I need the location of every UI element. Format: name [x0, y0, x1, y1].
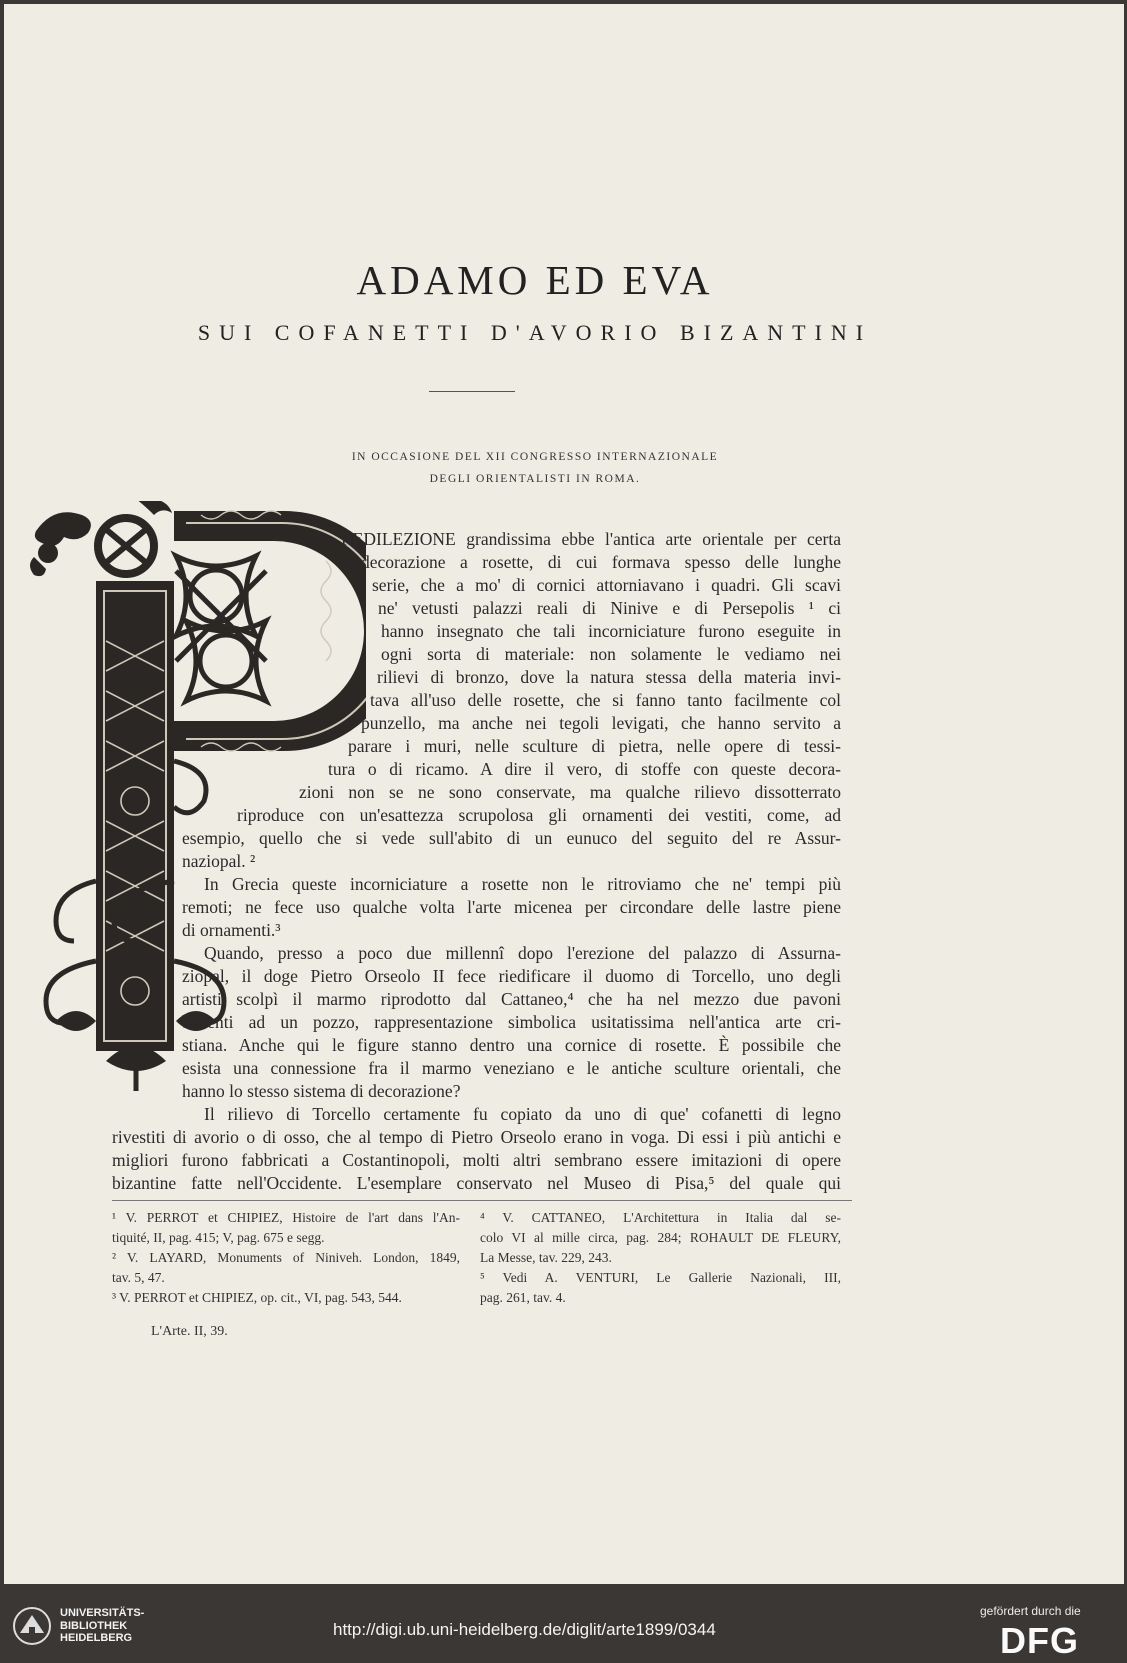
article-title: ADAMO ED EVA — [356, 257, 714, 303]
article-subtitle: SUI COFANETTI D'AVORIO BIZANTINI — [197, 320, 873, 345]
footnote-line: La Messe, tav. 229, 243. — [480, 1250, 612, 1265]
body-line: stiana. Anche qui le figure stanno dentro una cornice di rosette. È possibile che — [182, 1035, 841, 1055]
body-line: serie, che a mo' di cornici attorniavano i quadri. Gli scavi — [372, 575, 841, 595]
footnote-line: tiquité, II, pag. 415; V, pag. 675 e segg. — [112, 1230, 325, 1245]
body-line: esista una connessione fra il marmo veneziano e le antiche sculture orientali, che — [182, 1058, 841, 1078]
body-line: remoti; ne fece uso qualche volta l'arte micenea per circondare delle lastre piene — [182, 897, 841, 917]
occasion-line: DEGLI ORIENTALISTI IN ROMA. — [429, 473, 641, 485]
body-line: di ornamenti.³ — [182, 920, 281, 940]
footnote-line: pag. 261, tav. 4. — [480, 1290, 566, 1305]
body-line: zioni non se ne sono conservate, ma qualche rilievo dissotterrato — [299, 782, 841, 802]
body-line: REDILEZIONE grandissima ebbe l'antica arte orientale per certa — [341, 529, 841, 549]
occasion-note — [4, 446, 1066, 490]
university-seal-icon — [12, 1605, 52, 1647]
body-line: bizantine fatte nell'Occidente. L'esemplare conservato nel Museo di Pisa,⁵ del quale qui — [112, 1173, 841, 1193]
occasion-line: IN OCCASIONE DEL XII CONGRESSO INTERNAZIONALE — [351, 451, 719, 463]
body-line: tura o di ricamo. A dire il vero, di stoffe con queste decora- — [328, 759, 841, 779]
footnote-line: ⁴ V. CATTANEO, L'Architettura in Italia dal se- — [480, 1210, 841, 1225]
body-line: artisti scolpì il marmo riprodotto dal Cattaneo,⁴ che ha nel mezzo due pavoni — [182, 989, 841, 1009]
dfg-logo: DFG — [1000, 1620, 1079, 1661]
page — [4, 4, 1124, 1584]
body-line: ogni sorta di materiale: non solamente le vediamo nei — [381, 644, 841, 664]
footnote-line: ⁵ Vedi A. VENTURI, Le Gallerie Nazionali, III, — [480, 1270, 841, 1285]
footnote-line: colo VI al mille circa, pag. 284; ROHAULT DE FLEURY, — [480, 1230, 841, 1245]
body-line: In Grecia queste incorniciature a rosette non le ritroviamo che ne' tempi più — [204, 874, 841, 894]
body-line: decorazione a rosette, di cui formava spesso delle lunghe — [361, 552, 841, 572]
body-line: Il rilievo di Torcello certamente fu copiato da uno di que' cofanetti di legno — [204, 1104, 841, 1124]
body-line: parare i muri, nelle sculture di pietra, nelle opere di tessi- — [348, 736, 841, 756]
source-url[interactable]: http://digi.ub.uni-heidelberg.de/diglit/arte1899/0344 — [333, 1620, 716, 1639]
title-divider — [429, 391, 515, 392]
footnote-line: ¹ V. PERROT et CHIPIEZ, Histoire de l'art dans l'An- — [112, 1210, 460, 1225]
library-name: UNIVERSITÄTS- BIBLIOTHEK HEIDELBERG — [60, 1607, 145, 1644]
footnote-line: tav. 5, 47. — [112, 1270, 165, 1285]
body-line: Quando, presso a poco due millennî dopo l'erezione del palazzo di Assurna- — [204, 943, 841, 963]
page-signature: L'Arte. II, 39. — [151, 1324, 228, 1339]
body-line: esempio, quello che si vede sull'abito di un eunuco del seguito del re Assur- — [182, 828, 841, 848]
body-line: migliori furono fabbricati a Costantinopoli, molti altri sembrano essere imitazioni di opere — [112, 1150, 841, 1170]
footnote-line: ² V. LAYARD, Monuments of Niniveh. London, 1849, — [112, 1250, 460, 1265]
body-line: hanno lo stesso sistema di decorazione? — [182, 1081, 461, 1101]
body-line: rilievi di bronzo, dove la natura stessa della materia invi- — [377, 667, 841, 687]
body-line: ziopal, il doge Pietro Orseolo II fece riedificare il duomo di Torcello, uno degli — [182, 966, 841, 986]
body-line: ne' vetusti palazzi reali di Ninive e di Persepolis ¹ ci — [378, 598, 841, 618]
body-line: hanno insegnato che tali incorniciature furono eseguite in — [381, 621, 841, 641]
body-line: riproduce con un'esattezza scrupolosa gli ornamenti dei vestiti, come, ad — [237, 805, 841, 825]
body-line: rivestiti di avorio o di osso, che al tempo di Pietro Orseolo erano in voga. Di essi i più antichi e — [112, 1127, 841, 1147]
body-line: naziopal. ² — [182, 851, 256, 871]
footnote-divider — [112, 1200, 852, 1201]
body-line: punzello, ma anche nei tegoli levigati, che hanno servito a — [361, 713, 841, 733]
body-line: beventi ad un pozzo, rappresentazione simbolica usitatissima nell'antica arte cri- — [182, 1012, 841, 1032]
footnote-line: ³ V. PERROT et CHIPIEZ, op. cit., VI, pag. 543, 544. — [112, 1290, 402, 1305]
funding-note: gefördert durch die — [980, 1604, 1081, 1618]
body-line: tava all'uso delle rosette, che si fanno tanto facilmente col — [370, 690, 841, 710]
